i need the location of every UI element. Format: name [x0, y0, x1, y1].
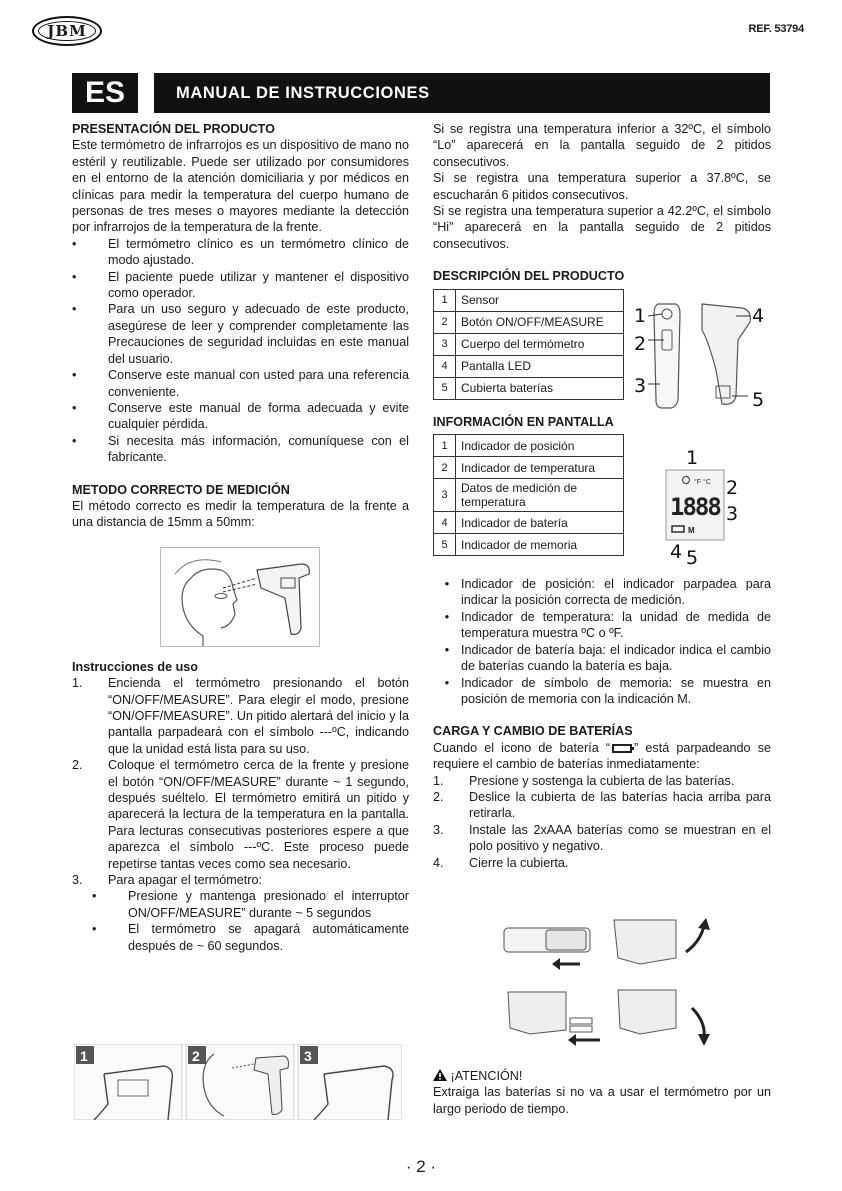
usage-steps-figure: [74, 1044, 402, 1120]
warning-text: Extraiga las baterías si no va a usar el termómetro por un largo periodo de tiempo.: [433, 1085, 771, 1116]
list-item: • Para un uso seguro y adecuado de este producto, asegúrese de leer y comprender completamente las Precauciones de seguridad incluidas en este manual del usuario.: [72, 302, 409, 366]
table-row: 1 Indicador de posición: [434, 435, 624, 457]
table-row: 2 Botón ON/OFF/MEASURE: [434, 311, 624, 333]
callout-3: 3: [726, 503, 739, 525]
table-row: 2 Indicador de temperatura: [434, 457, 624, 479]
step-1-number: 1: [80, 1048, 88, 1064]
callout-2: 2: [634, 333, 647, 355]
callout-2: 2: [726, 477, 739, 499]
high-temp-note: Si se registra una temperatura superior a 42.2ºC, el símbolo “Hi” aparecerá en la pantalla seguido de 2 pitidos consecutivos.: [433, 204, 771, 251]
battery-icon: [612, 744, 632, 753]
brand-logo: JBM: [32, 16, 102, 46]
screen-info-table: [433, 434, 624, 556]
list-item: • Indicador de símbolo de memoria: se muestra en posición de memoria con la indicación M.: [444, 675, 771, 706]
callout-5: 5: [686, 547, 699, 568]
step-1-image: [74, 1044, 182, 1120]
page-number: · 2 ·: [405, 1157, 437, 1176]
forehead-measure-image: [161, 548, 319, 646]
battery-step: 4. Cierre la cubierta.: [433, 855, 569, 870]
battery-heading: CARGA Y CAMBIO DE BATERÍAS: [433, 724, 633, 739]
instruction-step: 2. Coloque el termómetro cerca de la frente y presione el botón “ON/OFF/MEASURE” durante ~ 1 segundo, después suéltelo. El termómetro emitirá un pitido y aparecerá la lectura de la temperatura en la pantalla. Para lecturas consecutivas posteriores espere a que aparezca el símbolo ---ºC. Este proceso puede repetirse tantas veces como sea necesario.: [72, 758, 409, 871]
presentation-intro: Este termómetro de infrarrojos es un dispositivo de mano no estéril y reutilizable. Puede ser utilizado por consumidores en el entorno de la atención domiciliaria y por médicos en clínicas para medir la temperatura del cuerpo humano de personas de tres meses o mayores mediante la detección por infrarrojos de la temperatura de la frente.: [72, 138, 409, 235]
table-row: 4 Indicador de batería: [434, 512, 624, 534]
low-temp-note: Si se registra una temperatura inferior a 32ºC, el símbolo “Lo” aparecerá en la pantalla seguido de 2 pitidos consecutivos.: [433, 122, 771, 169]
warning-block: [433, 1068, 771, 1117]
instruction-step: 3. Para apagar el termómetro:: [72, 873, 262, 888]
list-item: • Indicador de posición: el indicador parpadea para indicar la posición correcta de medición.: [444, 577, 771, 608]
step-3-image: [298, 1044, 402, 1120]
manual-title: MANUAL DE INSTRUCCIONES: [154, 73, 770, 113]
callout-1: 1: [686, 450, 699, 469]
callout-3: 3: [634, 375, 647, 397]
fever-note: Si se registra una temperatura superior a 37.8ºC, se escucharán 6 pitidos consecutivos.: [433, 171, 771, 202]
method-text: El método correcto es medir la temperatura de la frente a una distancia de 15mm a 50mm:: [72, 498, 409, 530]
list-item: • Indicador de temperatura: la unidad de medida de temperatura muestra ºC o ºF.: [444, 609, 771, 641]
callout-1: 1: [634, 305, 647, 327]
screen-info-heading: INFORMACIÓN EN PANTALLA: [433, 414, 614, 429]
screen-info-bullets: [433, 576, 771, 707]
callout-4: 4: [670, 541, 683, 563]
measurement-illustration: [160, 547, 320, 647]
sub-list-item: • El termómetro se apagará automáticamente después de ~ 60 segundos.: [92, 922, 409, 953]
left-column: [72, 121, 409, 954]
battery-step: 3. Instale las 2xAAA baterías como se muestran en el polo positivo y negativo.: [433, 822, 771, 854]
instruction-step: 1. Encienda el termómetro presionando el botón “ON/OFF/MEASURE”. Para elegir el modo, presione “ON/OFF/MEASURE”. Un pitido alertará del inicio y la pantalla parpadeará con el símbolo ---ºC, indicando que la unidad está lista para su uso.: [72, 676, 409, 756]
lcd-units: °F °C: [694, 479, 711, 486]
lcd-memory: M: [688, 526, 695, 535]
lcd-digits: 1888: [670, 493, 720, 521]
callout-4: 4: [752, 305, 765, 327]
table-row: 3 Cuerpo del termómetro: [434, 333, 624, 355]
presentation-bullets: [72, 236, 409, 466]
page-header: [0, 0, 842, 60]
battery-step: 2. Deslice la cubierta de las baterías hacia arriba para retirarla.: [433, 789, 771, 821]
step-3-number: 3: [304, 1048, 312, 1064]
lcd-diagram: [664, 450, 748, 568]
battery-intro: Cuando el icono de batería “ ” está parpadeando se requiere el cambio de baterías inmediatamente:: [433, 740, 771, 772]
battery-step-1-image: [504, 928, 590, 970]
table-row: 5 Indicador de memoria: [434, 534, 624, 556]
battery-step-4-image: [618, 990, 710, 1046]
list-item: • El termómetro clínico es un termómetro clínico de modo ajustado.: [72, 236, 409, 268]
warning-icon: [433, 1069, 447, 1081]
method-heading: METODO CORRECTO DE MEDICIÓN: [72, 482, 290, 497]
step-2-image: [186, 1044, 294, 1120]
list-item: • Si necesita más información, comuníquese con el fabricante.: [72, 433, 409, 465]
list-item: • El paciente puede utilizar y mantener el dispositivo como operador.: [72, 269, 409, 301]
sub-list-item: • Presione y mantenga presionado el interruptor ON/OFF/MEASURE” durante ~ 5 segundos: [92, 889, 409, 920]
list-item: • Indicador de batería baja: el indicador indica el cambio de baterías cuando la batería es baja.: [444, 642, 771, 674]
instructions-heading: Instrucciones de uso: [72, 659, 198, 674]
product-diagram: [632, 300, 772, 414]
battery-step: 1. Presione y sostenga la cubierta de las baterías.: [433, 773, 735, 788]
list-item: • Conserve este manual de forma adecuada y evite cualquier pérdida.: [72, 400, 409, 432]
battery-step-2-image: [614, 918, 710, 964]
list-item: • Conserve este manual con usted para una referencia conveniente.: [72, 368, 409, 399]
warning-title: ¡ATENCIÓN!: [433, 1068, 771, 1084]
table-row: 4 Pantalla LED: [434, 355, 624, 377]
battery-step-3-image: [508, 992, 600, 1046]
table-row: 3 Datos de medición de temperatura: [434, 479, 624, 512]
presentation-heading: PRESENTACIÓN DEL PRODUCTO: [72, 122, 275, 136]
step-2-number: 2: [192, 1048, 200, 1064]
table-row: 5 Cubierta baterías: [434, 377, 624, 399]
callout-5: 5: [752, 389, 765, 411]
description-table: [433, 289, 624, 400]
battery-change-figure: [500, 912, 720, 1048]
language-code: ES: [72, 73, 138, 113]
table-row: 1 Sensor: [434, 289, 624, 311]
reference-number: REF. 53794: [748, 23, 804, 35]
description-heading: DESCRIPCIÓN DEL PRODUCTO: [433, 269, 625, 284]
